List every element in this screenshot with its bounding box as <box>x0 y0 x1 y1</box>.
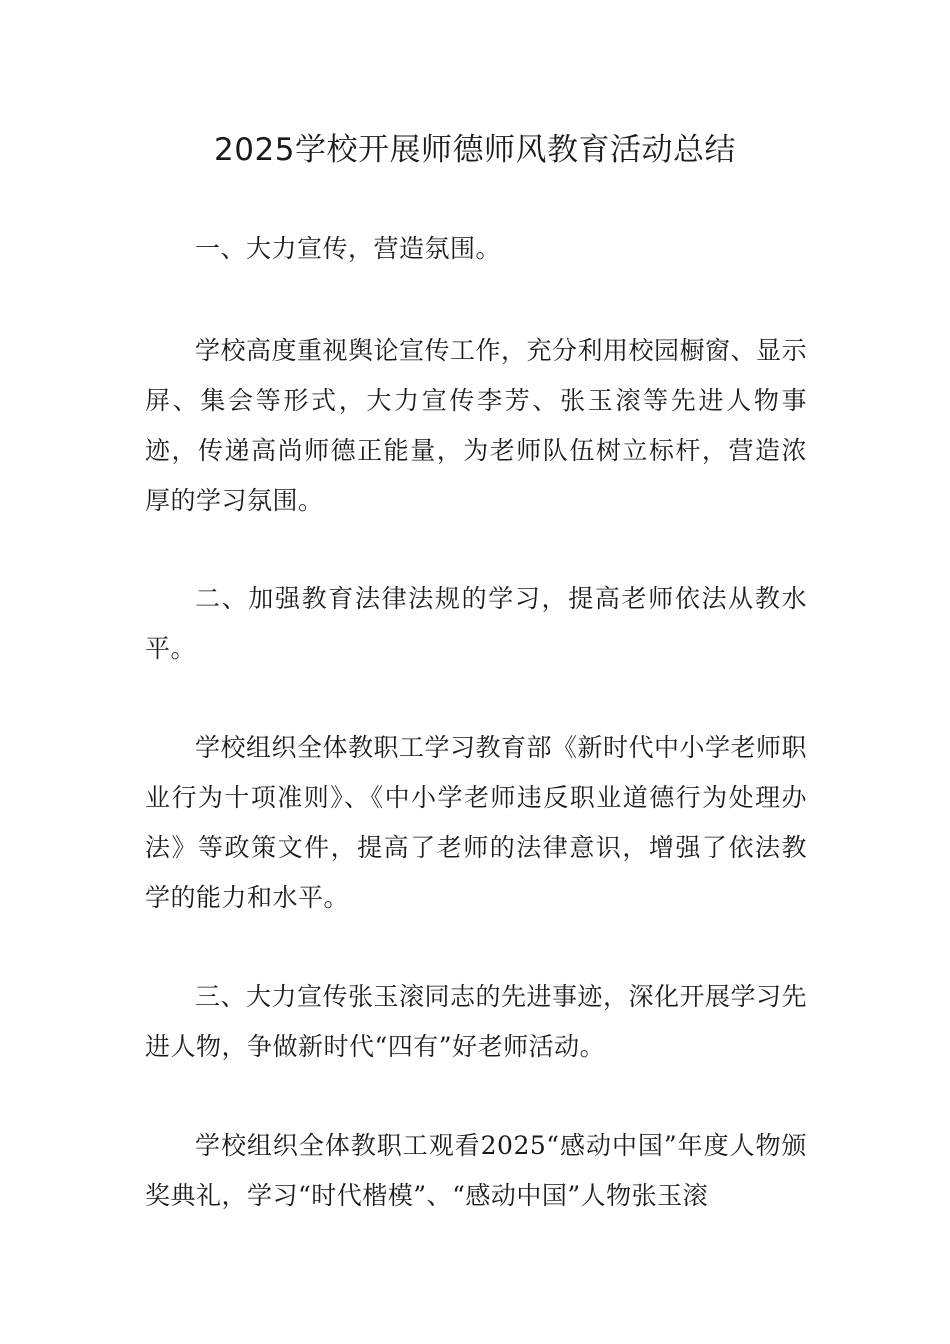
body-paragraph-1: 学校高度重视舆论宣传工作，充分利用校园橱窗、显示屏、集会等形式，大力宣传李芳、张玉滚等先进人物事迹，传递高尚师德正能量，为老师队伍树立标杆，营造浓厚的学习氛围。 <box>145 336 808 515</box>
section-heading-3: 三、大力宣传张玉滚同志的先进事迹，深化开展学习先进人物，争做新时代“四有”好老师活动。 <box>145 982 808 1061</box>
body-paragraph-3: 学校组织全体教职工观看2025“感动中国”年度人物颁奖典礼，学习“时代楷模”、“感动中国”人物张玉滚 <box>145 1131 807 1210</box>
body-paragraph-2: 学校组织全体教职工学习教育部《新时代中小学老师职业行为十项准则》、《中小学老师违反职业道德行为处理办法》等政策文件，提高了老师的法律意识，增强了依法教学的能力和水平。 <box>145 733 808 912</box>
document-title: 2025学校开展师德师风教育活动总结 <box>214 132 736 168</box>
section-heading-1: 一、大力宣传，营造氛围。 <box>195 234 502 263</box>
section-heading-2: 二、加强教育法律法规的学习，提高老师依法从教水平。 <box>145 584 807 663</box>
